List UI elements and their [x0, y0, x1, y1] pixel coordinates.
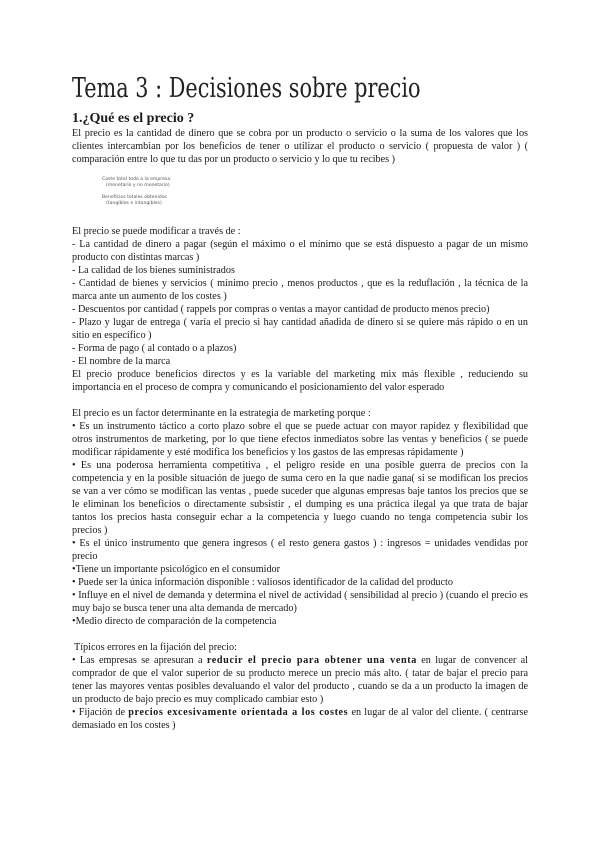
list-item: [72, 706, 528, 732]
errors-lead: Típicos errores en la fijación del precio:: [74, 642, 237, 653]
modify-lead: El precio se puede modificar a través de :: [72, 226, 241, 237]
image-caption-line: (monetario y no monetario): [106, 183, 170, 188]
list-item: • Puede ser la única información disponible : valiosos identificador de la calidad del producto: [72, 577, 453, 588]
list-item: - La cantidad de dinero a pagar (según el máximo o el mínimo que se está dispuesto a pagar de un mismo producto con distintas marcas ): [72, 239, 528, 263]
list-item: • Es el único instrumento que genera ingresos ( el resto genera gastos ) : ingresos = unidades vendidas por precio: [72, 538, 528, 562]
errors-section: [72, 641, 528, 732]
list-item: - Descuentos por cantidad ( rappels por compras o ventas a mayor cantidad de producto menos precio): [72, 304, 490, 315]
error-text: • Fijación de: [72, 707, 129, 718]
modify-section: [72, 225, 528, 394]
section-heading: 1.¿Qué es el precio ?: [72, 111, 195, 126]
list-item: - Plazo y lugar de entrega ( varía el precio si hay cantidad añadida de dinero si se quiere más rápido o en un sitio en específico ): [72, 317, 528, 341]
determinant-lead: El precio es un factor determinante en la estrategia de marketing porque :: [72, 408, 371, 419]
list-item: - Forma de pago ( al contado o a plazos): [72, 343, 237, 354]
intro-paragraph: El precio es la cantidad de dinero que se cobra por un producto o servicio o la suma de los valores que los clientes intercambian por los beneficios de tener o utilizar el producto o servicio ( propuesta de valor ) ( comparación entre lo que tu das por un producto o servicio y lo que tu recibes ): [72, 128, 528, 165]
value-diagram-image: [102, 177, 192, 217]
image-caption-line: Coste total todo a la empresa: [102, 177, 171, 182]
list-item: • Influye en el nivel de demanda y determina el nivel de actividad ( sensibilidad al precio ) (cuando el precio es muy bajo se busca tener una alta demanda de mercado): [72, 590, 528, 614]
list-item: - El nombre de la marca: [72, 356, 171, 367]
list-item: [72, 654, 528, 706]
determinant-section: [72, 407, 528, 628]
page-title: Tema 3 : Decisiones sobre precio: [72, 73, 421, 104]
image-caption-line: Beneficios totales obtenidos: [102, 195, 167, 200]
image-caption-line: (tangibles e intangibles): [106, 201, 162, 206]
error-emphasis: reducir el precio para obtener una venta: [206, 655, 417, 666]
list-item: - La calidad de los bienes suministrados: [72, 265, 235, 276]
list-item: • Es un instrumento táctico a corto plazo sobre el que se puede actuar con mayor rapidez y flexibilidad que otros instrumentos de marketing, por lo que tiene efectos inmediatos sobre las ventas y beneficios ( se puede modificar rápidamente y esté modifica los beneficios y los gastos de las empresas rápidamente ): [72, 421, 528, 458]
list-item: •Medio directo de comparación de la competencia: [72, 616, 277, 627]
list-item: • Es una poderosa herramienta competitiva , el peligro reside en una posible guerra de precios con la competencia y en la posible situación de juego de suma cero en la que nadie gana( si se modifican los precios se van a ver cómo se modifican las ventas , puede suceder que algunas empresas baje tantos los precios que se le eliminan los beneficios o directamente subsistir , el dumping es una práctica ilegal ya que trata de bajar tantos los precios hasta conseguir echar a la competencia y luego cuando no tenga competencia subir los precios ): [72, 460, 528, 536]
list-item: - Cantidad de bienes y servicios ( mínimo precio , menos productos , que es la reduflación , la técnica de la marca ante un aumento de los costes ): [72, 278, 528, 302]
list-item: •Tiene un importante psicológico en el consumidor: [72, 564, 281, 575]
error-text: • Las empresas se apresuran a: [72, 655, 207, 666]
error-text: en lugar de convencer al comprador de que el valor superior de su producto merece un precio más alto. ( tatar de bajar el precio para tener las mayores ventas posibles devaluando el valor del producto , cuando se da a un producto la imagen de un producto de bajo precio es muy complicado cambiar esto ): [72, 655, 528, 705]
modify-closing: El precio produce beneficios directos y es la variable del marketing mix más flexible , reduciendo su importancia en el proceso de compra y comunicando el posicionamiento del valor esperado: [72, 369, 528, 393]
error-text: en lugar de al valor del cliente. ( centrarse demasiado en los costes ): [72, 707, 528, 731]
error-emphasis: precios excesivamente orientada a los costes: [128, 707, 349, 718]
